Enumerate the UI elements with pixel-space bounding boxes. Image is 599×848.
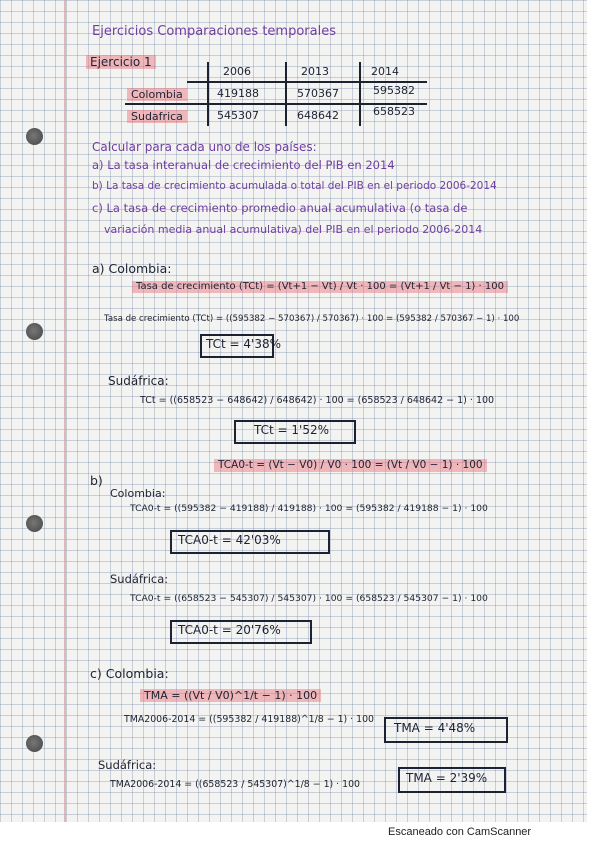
binder-hole xyxy=(26,735,43,752)
part-a-sudafrica-result: TCt = 1'52% xyxy=(254,423,329,437)
binder-hole xyxy=(26,128,43,145)
instruction-c-continued: variación media anual acumulativa) del PIB en el periodo 2006-2014 xyxy=(104,223,483,236)
part-b-sudafrica-result: TCA0-t = 20'76% xyxy=(178,623,281,637)
table-header-2006: 2006 xyxy=(223,65,251,78)
part-c-sudafrica-calc: TMA2006-2014 = ((658523 / 545307)^1/8 − 1) · 100 xyxy=(110,779,361,790)
table-cell: 545307 xyxy=(217,109,259,122)
table-header-2014: 2014 xyxy=(371,65,399,78)
part-a-colombia-calc: Tasa de crecimiento (TCt) = ((595382 − 570367) / 570367) · 100 = (595382 / 570367 − 1) · 100 xyxy=(104,314,520,324)
table-divider xyxy=(359,62,361,126)
part-a-sudafrica-label: Sudáfrica: xyxy=(108,374,169,388)
part-b-colombia-label: Colombia: xyxy=(110,487,166,500)
part-c-colombia-result: TMA = 4'48% xyxy=(394,721,476,735)
part-a-sudafrica-calc: TCt = ((658523 − 648642) / 648642) · 100 = (658523 / 648642 − 1) · 100 xyxy=(140,395,495,406)
instruction-intro: Calcular para cada uno de los países: xyxy=(92,140,317,154)
part-c-colombia-calc: TMA2006-2014 = ((595382 / 419188)^1/8 − 1) · 100 xyxy=(124,714,375,725)
data-table xyxy=(125,62,430,128)
table-cell: 658523 xyxy=(373,105,415,118)
part-c-general-formula: TMA = ((Vt / V0)^1/t − 1) · 100 xyxy=(140,689,321,702)
part-b-sudafrica-calc: TCA0-t = ((658523 − 545307) / 545307) · 100 = (658523 / 545307 − 1) · 100 xyxy=(130,593,488,604)
part-b-colombia-result: TCA0-t = 42'03% xyxy=(178,533,281,547)
table-divider xyxy=(187,81,427,83)
table-header-2013: 2013 xyxy=(301,65,329,78)
instruction-b: b) La tasa de crecimiento acumulada o total del PIB en el periodo 2006-2014 xyxy=(92,180,497,192)
binder-hole xyxy=(26,323,43,340)
table-divider xyxy=(285,62,287,126)
part-b-sudafrica-label: Sudáfrica: xyxy=(110,572,169,586)
instruction-c: c) La tasa de crecimiento promedio anual acumulativa (o tasa de xyxy=(92,201,468,215)
part-b-label: b) xyxy=(90,473,103,488)
part-a-label: a) Colombia: xyxy=(92,261,172,276)
scanner-watermark: Escaneado con CamScanner xyxy=(388,826,532,838)
part-a-colombia-result: TCt = 4'38% xyxy=(206,337,281,351)
part-c-label: c) Colombia: xyxy=(90,666,169,681)
table-row-label: Colombia xyxy=(127,88,187,101)
table-row-label: Sudafrica xyxy=(127,110,187,123)
table-cell: 570367 xyxy=(297,87,339,100)
part-b-general-formula: TCA0-t = (Vt − V0) / V0 · 100 = (Vt / V0 − 1) · 100 xyxy=(214,459,487,472)
table-cell: 419188 xyxy=(217,87,259,100)
table-cell: 648642 xyxy=(297,109,339,122)
exercise-label: Ejercicio 1 xyxy=(86,55,156,69)
table-divider xyxy=(207,62,209,126)
instruction-a: a) La tasa interanual de crecimiento del PIB en 2014 xyxy=(92,158,395,172)
table-cell: 595382 xyxy=(373,84,415,97)
part-c-sudafrica-label: Sudáfrica: xyxy=(98,758,157,772)
page-title: Ejercicios Comparaciones temporales xyxy=(92,24,336,39)
part-b-colombia-calc: TCA0-t = ((595382 − 419188) / 419188) · 100 = (595382 / 419188 − 1) · 100 xyxy=(130,503,488,514)
margin-line xyxy=(64,0,66,822)
binder-hole xyxy=(26,515,43,532)
part-a-general-formula: Tasa de crecimiento (TCt) = (Vt+1 − Vt) / Vt · 100 = (Vt+1 / Vt − 1) · 100 xyxy=(132,281,508,293)
part-c-sudafrica-result: TMA = 2'39% xyxy=(406,771,488,785)
